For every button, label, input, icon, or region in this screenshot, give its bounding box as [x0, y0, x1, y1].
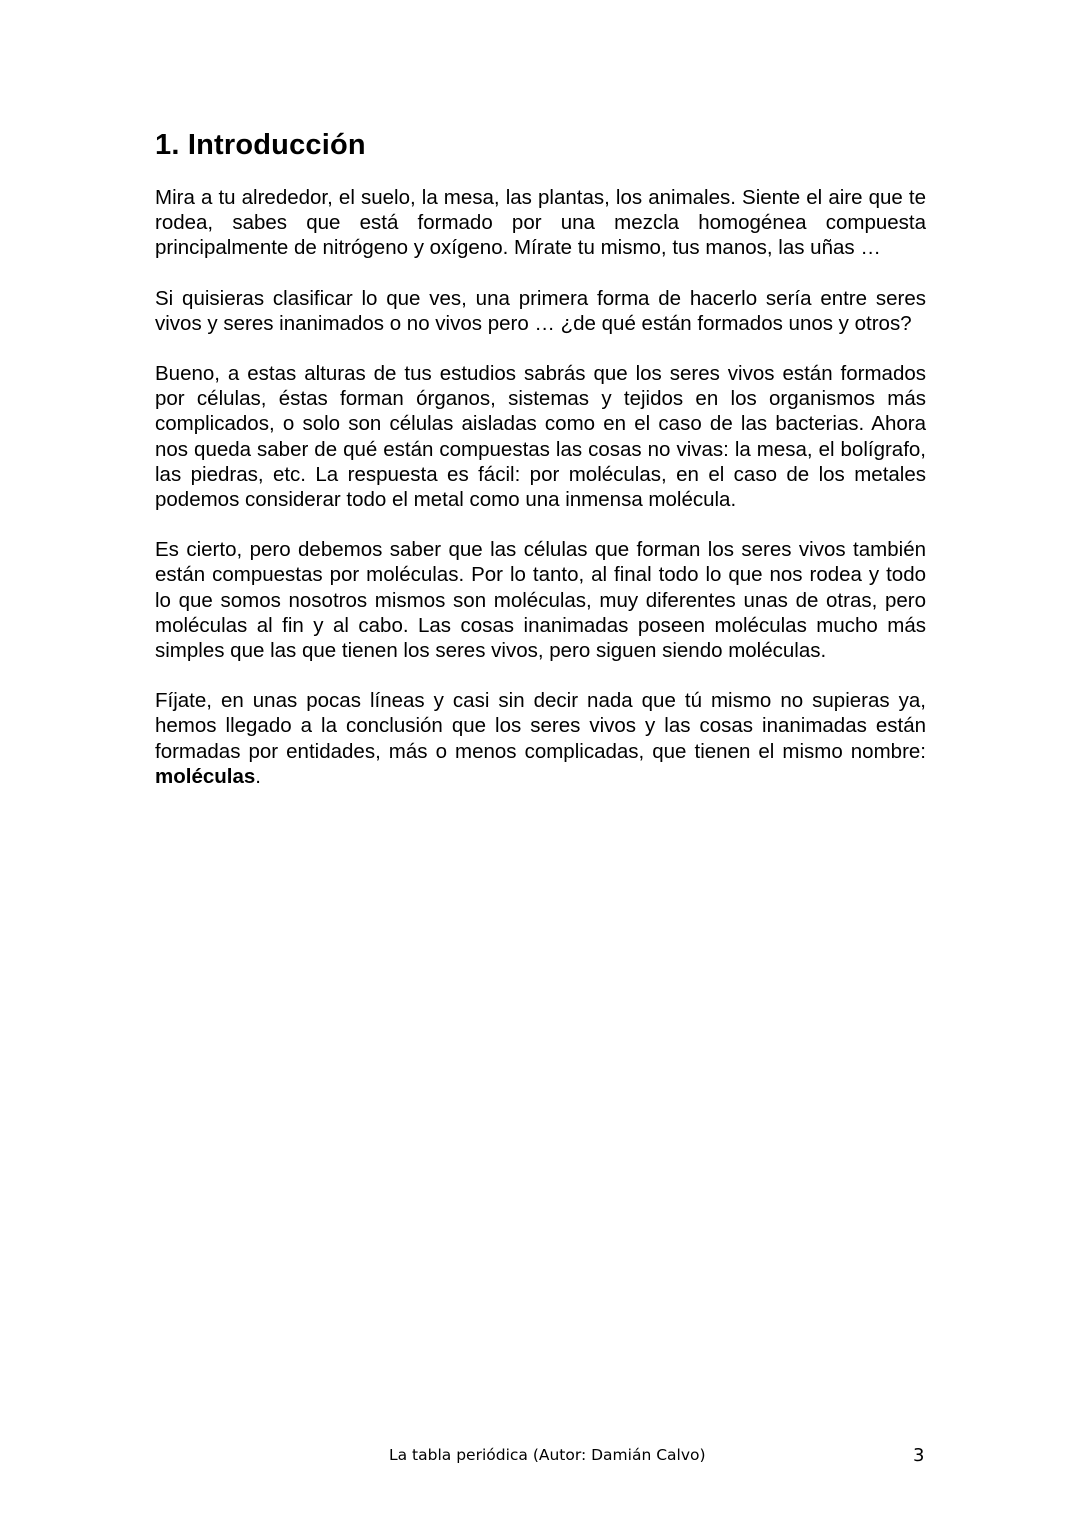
page-content — [155, 125, 926, 814]
paragraph-5-text: Fíjate, en unas pocas líneas y casi sin decir nada que tú mismo no supieras ya, hemos llegado a la conclusión que los seres vivos y las cosas inanimadas están formadas por entidades, más o menos complicadas, que tienen el mismo nombre: — [155, 689, 926, 763]
footer-title: La tabla periódica (Autor: Damián Calvo) — [389, 1446, 706, 1464]
paragraph-2: Si quisieras clasificar lo que ves, una primera forma de hacerlo sería entre seres vivos y seres inanimados o no vivos pero … ¿de qué están formados unos y otros? — [155, 286, 926, 335]
page-footer — [0, 1444, 1080, 1468]
paragraph-5 — [155, 688, 926, 789]
paragraph-3: Bueno, a estas alturas de tus estudios sabrás que los seres vivos están formados por células, éstas forman órganos, sistemas y tejidos en los organismos más complicados, o solo son células aisladas como en el caso de las bacterias. Ahora nos queda saber de qué están compuestas las cosas no vivas: la mesa, el bolígrafo, las piedras, etc. La respuesta es fácil: por moléculas, en el caso de los metales podemos considerar todo el metal como una inmensa molécula. — [155, 362, 926, 512]
paragraph-1: Mira a tu alrededor, el suelo, la mesa, las plantas, los animales. Siente el aire que te rodea, sabes que está formado por una mezcla homogénea compuesta principalmente de nitrógeno y oxígeno. Mírate tu mismo, tus manos, las uñas … — [155, 186, 926, 260]
page-number: 3 — [913, 1445, 925, 1466]
keyword-moleculas: moléculas — [155, 764, 256, 788]
paragraph-4: Es cierto, pero debemos saber que las células que forman los seres vivos también están compuestas por moléculas. Por lo tanto, al final todo lo que nos rodea y todo lo que somos nosotros mismos son moléculas, muy diferentes unas de otras, pero moléculas al fin y al cabo. Las cosas inanimadas poseen moléculas mucho más simples que las que tienen los seres vivos, pero siguen siendo moléculas. — [155, 538, 926, 663]
section-heading: 1. Introducción — [155, 129, 366, 161]
paragraph-5-end: . — [255, 764, 261, 788]
